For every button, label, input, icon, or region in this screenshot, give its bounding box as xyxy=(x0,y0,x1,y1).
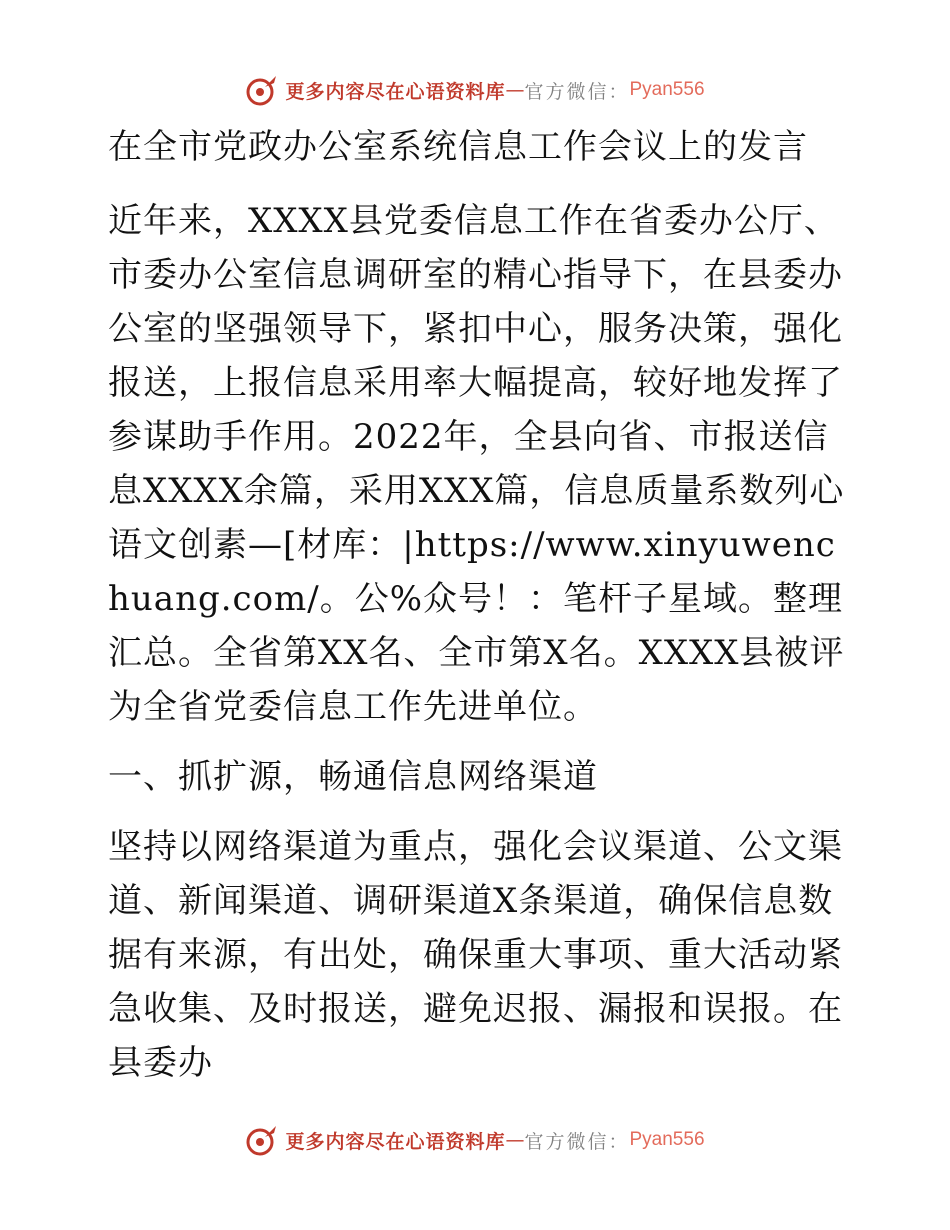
watermark-text: 更多内容尽在心语资料库 xyxy=(285,80,506,103)
quill-logo-icon xyxy=(245,73,279,107)
watermark-dash: — xyxy=(505,1129,525,1151)
watermark-banner-bottom xyxy=(0,1120,950,1160)
document-title: 在全市党政办公室系统信息工作会议上的发言 xyxy=(108,127,808,167)
section-heading: 一、抓扩源，畅通信息网络渠道 xyxy=(108,757,598,797)
watermark-wechat-id: Pyan556 xyxy=(629,79,705,100)
watermark-official: 官方微信： xyxy=(524,1130,630,1153)
watermark-banner-top xyxy=(0,70,950,110)
document-body xyxy=(98,120,854,1090)
watermark-text: 更多内容尽在心语资料库 xyxy=(285,1130,506,1153)
watermark-wechat-id: Pyan556 xyxy=(629,1129,705,1150)
paragraph-channels: 坚持以网络渠道为重点，强化会议渠道、公文渠道、新闻渠道、调研渠道X条渠道，确保信息数据有来源，有出处，确保重大事项、重大活动紧急收集、及时报送，避免迟报、漏报和误报。在县委办 xyxy=(108,827,843,1083)
quill-logo-icon xyxy=(245,1123,279,1157)
watermark-official: 官方微信： xyxy=(524,80,630,103)
paragraph-intro: 近年来，XXXX县党委信息工作在省委办公厅、市委办公室信息调研室的精心指导下，在县委办公室的坚强领导下，紧扣中心，服务决策，强化报送，上报信息采用率大幅提高，较好地发挥了参谋助手作用。2022年，全县向省、市报送信息XXXX余篇，采用XXX篇，信息质量系数列心语文创素—[材库：|https://www.xinyuwenchuang.com/。公%众号！：笔杆子星域。整理汇总。全省第XX名、全市第X名。XXXX县被评为全省党委信息工作先进单位。 xyxy=(108,201,845,727)
watermark-dash: — xyxy=(505,79,525,101)
